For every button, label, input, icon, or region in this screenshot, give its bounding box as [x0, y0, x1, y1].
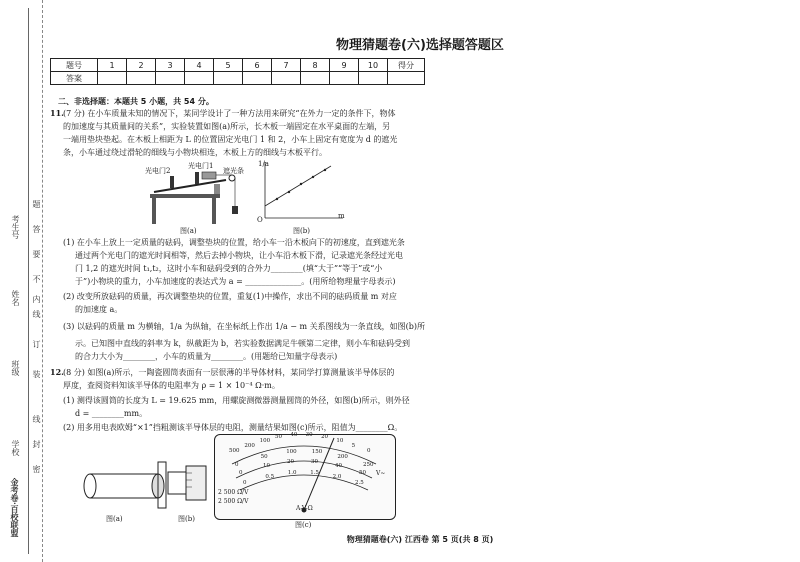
q12-fig-c-caption: 图(c) [295, 521, 312, 529]
rating-2: 2 500 Ω/V [218, 498, 249, 505]
cut-word-2: 订 [32, 340, 41, 348]
q12-line-2: 厚度，查阅资料知该半导体的电阻率为 ρ = 1 × 10⁻⁴ Ω·m。 [63, 381, 280, 390]
table-leg [212, 198, 216, 224]
dc-scale-label: 0 [235, 462, 239, 468]
mid-scale-label: 0 [239, 470, 243, 476]
dc-scale-label: 50 [260, 453, 268, 460]
ohm-scale-label: 100 [259, 437, 271, 444]
label-gate1: 光电门1 [188, 162, 214, 170]
q11-sub2-line-1: (2) 改变所放砝码的质量，再次调整垫块的位置，重复(1)中操作，求出不同的砝码质量 m 对应 [63, 292, 397, 301]
q11-sub3-line-3: 的合力大小为________，小车的质量为________。(用题给已知量字母表示) [75, 352, 338, 361]
q12-sub1-line-1: (1) 测得该圆筒的长度为 L = 19.625 mm，用螺旋测微器测量圆筒的外径，如图(b)所示，则外径 [63, 396, 410, 405]
seal-word-5: 内 [32, 295, 41, 303]
lower-scale-label: 2.5 [355, 480, 364, 486]
ohm-scale-label: 5 [351, 442, 356, 449]
seal-word-1: 题 [32, 200, 41, 208]
seal-word-8: 密 [32, 465, 41, 473]
answer-table-header-row [51, 59, 425, 72]
lower-scale-label: 2.0 [332, 474, 342, 481]
question-number: 9 [330, 59, 359, 72]
lower-scale-label: 1.5 [310, 470, 319, 477]
mid-scale-label: 20 [287, 458, 294, 465]
lower-arc [240, 475, 368, 490]
seal-word-6: 线 [32, 415, 41, 423]
question-number: 3 [156, 59, 185, 72]
data-point [300, 183, 302, 185]
question-number: 7 [272, 59, 301, 72]
mid-scale-label: 50 [359, 470, 366, 476]
answer-table-answer-row [51, 72, 425, 85]
q11-sub3-line-2: 示。已知图中直线的斜率为 k，纵截距为 b，若实验数据满足牛顿第二定律，则小车和砝码受到 [75, 339, 411, 348]
q11-line-3: 一端用垫块垫起。在木板上相距为 L 的位置固定光电门 1 和 2，小车上固定有宽度为 d 的遮光 [63, 135, 398, 144]
field-candidate-no: 考生号 [11, 215, 20, 239]
q12-sub2-line-1: (2) 用多用电表欧姆“×1”挡粗测该半导体层的电阻，测量结果如图(c)所示，阻值为________Ω。 [63, 423, 403, 432]
data-point [324, 169, 326, 171]
rating-1: 2 500 Ω/V [218, 489, 249, 496]
q12-fig-a-caption: 图(a) [106, 515, 123, 523]
cut-word-3: 线 [32, 310, 41, 318]
q11-sub2-line-2: 的加速度 a。 [75, 305, 123, 314]
answer-cell[interactable] [272, 72, 301, 85]
label-gate2: 光电门2 [145, 167, 171, 175]
micrometer-frame [158, 462, 166, 508]
ohm-scale-label: 50 [275, 434, 282, 441]
q12-figure-b [154, 458, 214, 513]
data-point [312, 176, 314, 178]
lower-scale-label: 0 [243, 480, 247, 486]
field-class: 班级 [11, 360, 20, 376]
photogate-1 [195, 172, 199, 184]
mid-scale-label: 40 [335, 462, 342, 469]
dc-scale-label: 100 [286, 448, 297, 455]
q11-line-4: 条，小车通过绕过滑轮的细线与小物块相连，木板上方的细线与木板平行。 [63, 148, 327, 157]
cylinder-end [84, 474, 96, 498]
micrometer-thimble [186, 466, 206, 500]
seal-word-7: 封 [32, 440, 41, 448]
header-label: 题号 [51, 59, 98, 72]
answer-cell[interactable] [98, 72, 127, 85]
micrometer-sleeve [168, 472, 186, 494]
fig-b-x-label: m [338, 212, 345, 220]
exam-page [50, 0, 790, 562]
data-point [276, 198, 278, 200]
data-point [288, 191, 290, 193]
ohm-scale-label: 200 [244, 442, 255, 449]
q12-fig-b-caption: 图(b) [178, 515, 195, 523]
ohm-scale-label: 20 [321, 434, 328, 441]
cart [202, 172, 216, 179]
answer-cell[interactable] [156, 72, 185, 85]
q11-line-2: 的加速度与其质量间的关系”，实验装置如图(a)所示，长木板一端固定在水平桌面的左端，另 [63, 122, 391, 131]
fit-line [265, 166, 331, 206]
question-number: 5 [214, 59, 243, 72]
q11-fig-a-caption: 图(a) [180, 227, 197, 235]
answer-cell[interactable] [243, 72, 272, 85]
label-strip: 遮光条 [223, 167, 244, 175]
q11-sub1-line-3: 门 1,2 的遮光时间 t₁,t₂，这时小车和砝码受到的合外力________(填“大于”“等于”或“小 [75, 264, 383, 273]
publisher-mark: 金考卷·百校联盟 [10, 478, 20, 537]
ohm-scale-label: 40 [290, 432, 298, 439]
question-number: 1 [98, 59, 127, 72]
dc-scale-label: 250 [363, 462, 374, 468]
q11-figure-b [255, 160, 345, 224]
dc-scale-label: 150 [311, 448, 323, 455]
score-cell[interactable] [388, 72, 425, 85]
q11-sub1-line-4: 于”)小物块的重力，小车加速度的表达式为 a = ______________。(用所给物理量字母表示) [75, 277, 396, 286]
question-number: 2 [127, 59, 156, 72]
mid-scale-label: 30 [311, 458, 318, 465]
cut-word-1: 装 [32, 370, 41, 378]
field-name: 姓名 [11, 290, 20, 306]
answer-cell[interactable] [359, 72, 388, 85]
dc-scale-label: 200 [337, 453, 348, 460]
question-number: 6 [243, 59, 272, 72]
lower-scale-label: 0.5 [265, 474, 275, 481]
score-label: 得分 [388, 59, 425, 72]
unit-label: A-V-Ω [296, 505, 313, 512]
seal-line [28, 8, 29, 554]
q11-sub1-line-2: 通过两个光电门的遮光时间相等，然后去掉小物块，让小车沿木板下滑，记录遮光条经过光电 [75, 251, 403, 260]
binding-strip [0, 0, 43, 562]
ohm-scale-label: 30 [305, 432, 313, 439]
answer-cell[interactable] [330, 72, 359, 85]
hanging-block [232, 206, 238, 214]
page-title: 物理猜题卷(六)选择题答题区 [336, 38, 504, 53]
field-school: 学校 [11, 440, 20, 456]
fig-b-origin: O [257, 216, 263, 224]
answer-label: 答案 [51, 72, 98, 85]
q11-sub1-line-1: (1) 在小车上放上一定质量的砝码，调整垫块的位置，给小车一沿木板向下的初速度，直到遮光条 [63, 238, 405, 247]
seal-word-2: 答 [32, 225, 41, 233]
answer-cell[interactable] [185, 72, 214, 85]
photogate-2 [170, 176, 174, 188]
answer-cell[interactable] [301, 72, 330, 85]
answer-cell[interactable] [127, 72, 156, 85]
ohm-scale-label: 10 [336, 437, 344, 444]
q11-sub3-line-1: (3) 以砝码的质量 m 为横轴，1/a 为纵轴，在坐标纸上作出 1/a − m 关系图线为一条直线，如图(b)所 [63, 322, 426, 331]
side-mark: V~ [376, 470, 386, 477]
lower-scale-label: 1.0 [287, 470, 297, 477]
seal-word-3: 要 [32, 250, 41, 258]
ohm-scale-label: 0 [367, 448, 371, 454]
mid-scale-label: 10 [263, 462, 270, 469]
page-footer: 物理猜题卷(六) 江西卷 第 5 页(共 8 页) [346, 535, 494, 544]
seal-word-4: 不 [32, 275, 41, 283]
question-number: 4 [185, 59, 214, 72]
q12-sub1-line-2: d = ________mm。 [75, 409, 148, 418]
table-leg [152, 198, 156, 224]
question-number: 10 [359, 59, 388, 72]
wedge-block [214, 184, 220, 194]
section-heading: 二、非选择题：本题共 5 小题，共 54 分。 [58, 97, 214, 106]
fig-b-y-label: 1/a [258, 160, 269, 168]
question-number: 8 [301, 59, 330, 72]
q11-number: 11. [50, 108, 64, 118]
ohm-scale-label: 500 [229, 448, 240, 454]
dc-arc [236, 458, 372, 481]
q11-fig-b-caption: 图(b) [293, 227, 310, 235]
answer-cell[interactable] [214, 72, 243, 85]
q12-number: 12. [50, 367, 64, 377]
q12-line-1: (8 分) 如图(a)所示，一陶瓷圆筒表面有一层很薄的半导体材料，某同学打算测量该半导体层的 [63, 368, 395, 377]
q11-line-1: (7 分) 在小车质量未知的情况下，某同学设计了一种方法用来研究“在外力一定的条件下，物体 [63, 109, 396, 118]
answer-table [50, 58, 425, 85]
table-top [150, 194, 220, 198]
